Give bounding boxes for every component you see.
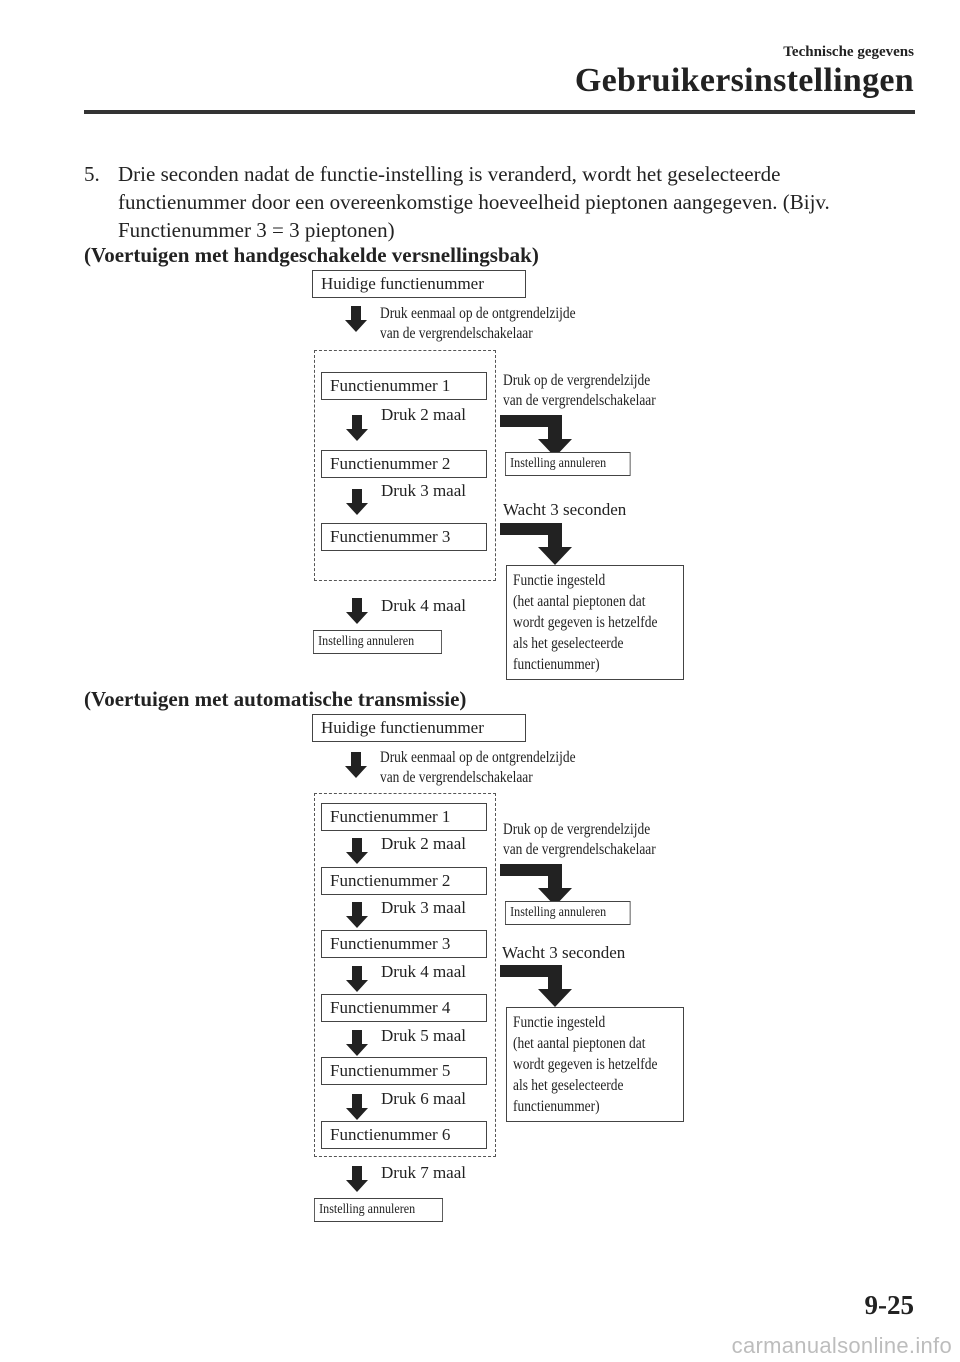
down-arrow-icon — [345, 752, 367, 778]
result-line: wordt gegeven is hetzelfde — [513, 614, 658, 631]
automatic-function-1: Functienummer 1 — [321, 803, 487, 831]
bend-arrow-icon — [500, 415, 578, 457]
down-arrow-icon — [346, 966, 368, 992]
down-arrow-icon — [346, 902, 368, 928]
automatic-cancel-lock: Instelling annuleren — [505, 901, 631, 925]
manual-function-2: Functienummer 2 — [321, 450, 487, 478]
manual-press-label: Druk 2 maal — [381, 405, 466, 424]
down-arrow-icon — [345, 306, 367, 332]
manual-lock-press-line: van de vergrendelschakelaar — [503, 392, 656, 409]
result-line: functienummer) — [513, 1098, 600, 1115]
automatic-press-label: Druk 6 maal — [381, 1089, 466, 1108]
automatic-press-once-line: Druk eenmaal op de ontgrendelzijde — [380, 749, 576, 766]
automatic-press-once-line: van de vergrendelschakelaar — [380, 769, 533, 786]
manual-lock-press-line: Druk op de vergrendelzijde — [503, 372, 651, 389]
manual-press-label: Druk 3 maal — [381, 481, 466, 500]
section-title: Technische gegevens — [783, 44, 914, 60]
manual-function-3: Functienummer 3 — [321, 523, 487, 551]
automatic-final-press: Druk 7 maal — [381, 1163, 466, 1182]
result-line: Functie ingesteld — [513, 572, 606, 589]
manual-final-press: Druk 4 maal — [381, 596, 466, 615]
down-arrow-icon — [346, 1030, 368, 1056]
automatic-heading: (Voertuigen met automatische transmissie) — [84, 687, 467, 711]
manual-result-box — [506, 565, 684, 680]
result-line: (het aantal pieptonen dat — [513, 593, 646, 610]
step-number: 5. — [84, 162, 100, 186]
watermark: carmanualsonline.info — [731, 1333, 952, 1358]
automatic-press-label: Druk 4 maal — [381, 962, 466, 981]
automatic-function-3: Functienummer 3 — [321, 930, 487, 958]
manual-press-once-line: Druk eenmaal op de ontgrendelzijde — [380, 305, 576, 322]
result-line: als het geselecteerde — [513, 635, 624, 652]
header-rule — [84, 110, 915, 114]
chapter-title: Gebruikersinstellingen — [574, 62, 914, 99]
manual-press-once-line: van de vergrendelschakelaar — [380, 325, 533, 342]
down-arrow-icon — [346, 489, 368, 515]
automatic-current-box: Huidige functienummer — [312, 714, 526, 742]
automatic-wait-label: Wacht 3 seconden — [502, 943, 626, 962]
automatic-press-label: Druk 3 maal — [381, 898, 466, 917]
bend-arrow-icon — [500, 864, 578, 906]
bend-arrow-icon — [500, 523, 578, 565]
result-line: functienummer) — [513, 656, 600, 673]
automatic-function-6: Functienummer 6 — [321, 1121, 487, 1149]
automatic-result-box — [506, 1007, 684, 1122]
result-line: (het aantal pieptonen dat — [513, 1035, 646, 1052]
automatic-lock-press-line: van de vergrendelschakelaar — [503, 841, 656, 858]
down-arrow-icon — [346, 1094, 368, 1120]
automatic-function-2: Functienummer 2 — [321, 867, 487, 895]
manual-cancel-lock: Instelling annuleren — [505, 452, 631, 476]
manual-heading: (Voertuigen met handgeschakelde versnellingsbak) — [84, 243, 539, 267]
result-line: als het geselecteerde — [513, 1077, 624, 1094]
down-arrow-icon — [346, 415, 368, 441]
step-text-line: Functienummer 3 = 3 pieptonen) — [118, 218, 395, 242]
step-text-line: functienummer door een overeenkomstige hoeveelheid pieptonen aangegeven. (Bijv. — [118, 190, 830, 214]
automatic-cancel-final: Instelling annuleren — [314, 1198, 443, 1222]
page-number: 9-25 — [864, 1290, 914, 1320]
manual-wait-label: Wacht 3 seconden — [503, 500, 627, 519]
result-line: Functie ingesteld — [513, 1014, 606, 1031]
automatic-press-label: Druk 2 maal — [381, 834, 466, 853]
manual-function-1: Functienummer 1 — [321, 372, 487, 400]
manual-current-box: Huidige functienummer — [312, 270, 526, 298]
step-text-line: Drie seconden nadat de functie-instelling is veranderd, wordt het geselecteerde — [118, 162, 781, 186]
automatic-function-4: Functienummer 4 — [321, 994, 487, 1022]
automatic-press-label: Druk 5 maal — [381, 1026, 466, 1045]
down-arrow-icon — [346, 838, 368, 864]
down-arrow-icon — [346, 1166, 368, 1192]
automatic-function-5: Functienummer 5 — [321, 1057, 487, 1085]
down-arrow-icon — [346, 598, 368, 624]
automatic-lock-press-line: Druk op de vergrendelzijde — [503, 821, 651, 838]
result-line: wordt gegeven is hetzelfde — [513, 1056, 658, 1073]
manual-cancel-final: Instelling annuleren — [313, 630, 442, 654]
bend-arrow-icon — [500, 965, 578, 1007]
